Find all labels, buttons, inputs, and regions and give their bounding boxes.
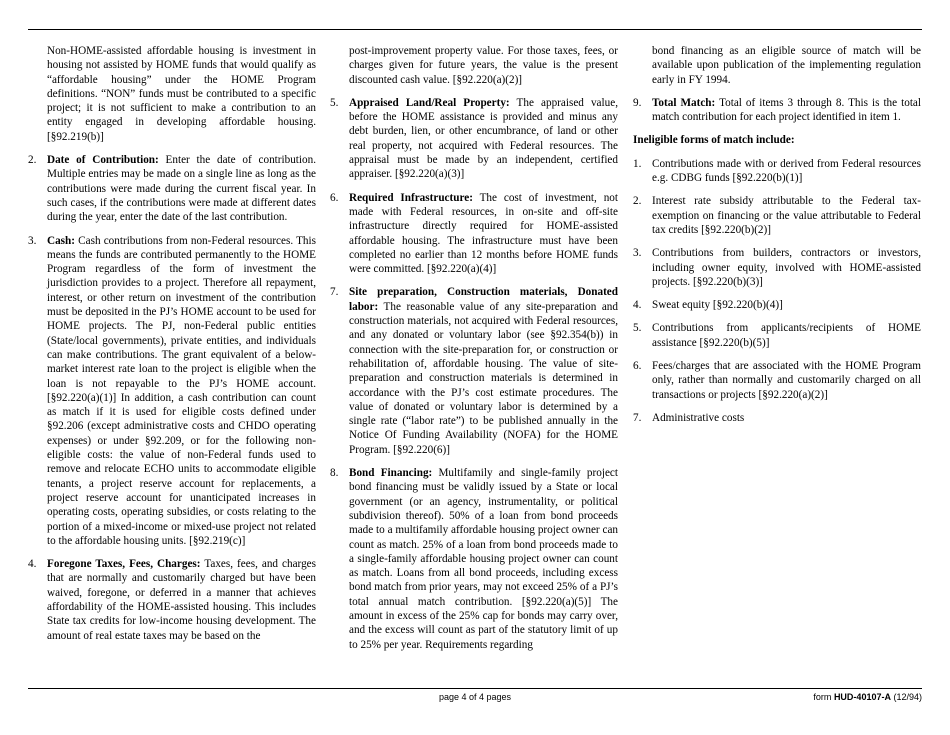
form-number: HUD-40107-A: [833, 692, 891, 702]
list-item: 7. Site preparation, Construction materials, Donated labor: The reasonable value of any site-preparation and construction materials, not acquired with Federal resources, and any donated or voluntary labor (see §92.354(b)) in connection with the site-preparation for, or construction or rehabilitation of, affordable housing. The value of site-preparation and construction materials is determined in accordance with the PJ’s cost estimate procedures. The value of donated or voluntary labor is determined by a single rate (“labor rate”) to be published annually in the Notice Of Funding Availability (NOFA) for the HOME Program. [§92.220(6)]: [330, 286, 618, 456]
item-title: Site preparation, Construction materials, Donated labor:: [349, 286, 618, 313]
list-item: 6. Required Infrastructure: The cost of investment, not made with Federal resources, in on-site and off-site infrastructure directly required for HOME-assisted affordable housing. The infrastructure must have been completed no earlier than 12 months before HOME funds were committed. [§92.220(a)(4)]: [330, 191, 619, 276]
column-2: [330, 44, 618, 661]
item-text: Administrative costs: [652, 411, 745, 424]
item-title: Appraised Land/Real Property:: [349, 96, 510, 109]
item-text: The cost of investment, not made with Federal resources, in on-site and off-site infrastructure directly required for HOME-assisted affordable housing. The infrastructure must have been completed no earlier than 12 months before HOME funds were committed. [§92.220(a)(4)]: [349, 191, 619, 276]
form-date: (12/94): [890, 692, 922, 702]
list-item: 1. Contributions made with or derived from Federal resources e.g. CDBG funds [§92.220(b)(1)]: [633, 157, 921, 185]
list-item: 2. Interest rate subsidy attributable to the Federal tax-exemption on financing or the value attributable to Federal tax credits [§92.220(b)(2)]: [633, 195, 921, 236]
bottom-rule: [28, 688, 922, 689]
item-text: Enter the date of contribution. Multiple entries may be made on a single line as long as the contributions were made during the current fiscal year. In such cases, if the contributions were made at different dates during the year, enter the date of the last contribution.: [47, 154, 316, 224]
column-1: [28, 44, 316, 652]
list-item: 8. Bond Financing: Multifamily and single-family project bond financing must be validly issued by a State or local government (or an agency, instrumentality, or political subdivision thereof). 50% of a loan from bond proceeds made to a multifamily affordable housing project owner can count as match. 25% of a loan from bond proceeds made to a single-family affordable housing project owner can count as match. Loans from all bond proceeds, including excess bond match from prior years, may not exceed 25% of a PJ’s total annual match contribution. [§92.220(a)(5)] The amount in excess of the 25% cap for bonds may carry over, and the excess will count as part of the statutory limit of up to 25% per year. Requirements regarding: [330, 467, 618, 651]
item-text: Cash contributions from non-Federal resources. This means the funds are contributed permanently to the HOME Program regardless of the form of investment the jurisdiction provides to a project. Therefore all repayment, interest, or other return on investment of the contribution must be deposited in the PJ’s HOME account to be used for HOME projects. The PJ, non-Federal public entities (State/local governments), private entities, and individuals can make contributions. The grant equivalent of a below-market interest rate loan to the project is eligible when the loan is not repayable to the PJ’s HOME account. [§92.220(a)(1)] In addition, a cash contribution can count as match if it is used for eligible costs defined under §92.206 (except administrative costs and CHDO operating expenses) or under §92.209, or for the following non-eligible costs: the value of non-Federal funds used to remove and relocate ECHO units to accommodate eligible tenants, a project reserve account for replacements, a project reserve account for unanticipated increases in operating costs, operating subsidies, or costs relating to the portion of a mixed-income or mixed-use project not related to the affordable housing units. [§92.219(c)]: [47, 234, 316, 547]
item-title: Required Infrastructure:: [349, 191, 473, 204]
item-title: Total Match:: [652, 96, 716, 109]
column-3: [633, 44, 921, 434]
top-rule: [28, 29, 922, 30]
list-item: 6. Fees/charges that are associated with the HOME Program only, rather than normally and customarily charged on all transactions or projects [§92.220(a)(2)]: [633, 360, 921, 401]
list-item: 3. Contributions from builders, contractors or investors, including owner equity, involved with HOME-assisted projects. [§92.220(b)(3)]: [633, 247, 921, 288]
col2-continuation: post-improvement property value. For those taxes, fees, or charges given for future years, the value is the present discounted cash value. [§92.220(a)(2)]: [349, 45, 618, 86]
item-text: The reasonable value of any site-preparation and construction materials, not acquired with Federal resources, and any donated or voluntary labor (see §92.354(b)) in connection with the site-preparation for, or construction or rehabilitation of, affordable housing. The value of site-preparation and construction materials is determined in accordance with the PJ’s cost estimate procedures. The value of donated or voluntary labor is determined by a single rate (“labor rate”) to be published annually in the Notice Of Funding Availability (NOFA) for the HOME Program. [§92.220(6)]: [349, 300, 618, 456]
item-text: Taxes, fees, and charges that are normally and customarily charged but have been waived, foregone, or deferred in a manner that achieves affordability of the HOME-assisted housing. This includes State tax credits for low-income housing development. The amount of real estate taxes may be based on the: [47, 558, 316, 642]
item-text: Contributions from builders, contractors or investors, including owner equity, involved with HOME-assisted projects. [§92.220(b)(3)]: [652, 247, 921, 288]
item-text: Contributions made with or derived from Federal resources e.g. CDBG funds [§92.220(b)(1)]: [652, 157, 921, 185]
list-item: 9. Total Match: Total of items 3 through 8. This is the total match contribution for each project identified in item 1.: [633, 96, 922, 124]
item-title: Foregone Taxes, Fees, Charges:: [47, 558, 201, 571]
list-item: 5. Contributions from applicants/recipients of HOME assistance [§92.220(b)(5)]: [633, 322, 921, 349]
item-title: Cash:: [47, 234, 75, 247]
list-item: 7. Administrative costs: [633, 411, 921, 425]
item-text: The appraised value, before the HOME assistance is provided and minus any debt burden, lien, or other encumbrance, of land or other real property, not acquired with Federal resources. The appraisal must be made by an independent, certified appraiser. [§92.220(a)(3)]: [349, 96, 618, 181]
list-item: 5. Appraised Land/Real Property: The appraised value, before the HOME assistance is provided and minus any debt burden, lien, or other encumbrance, of land or other real property, not acquired with Federal resources. The appraisal must be made by an independent, certified appraiser. [§92.220(a)(3)]: [330, 96, 618, 181]
list-item: 4. Sweat equity [§92.220(b)(4)]: [633, 298, 921, 312]
item-text: Multifamily and single-family project bond financing must be validly issued by a State or local government (or an agency, instrumentality, or political subdivision thereof). 50% of a loan from bond proceeds made to a multifamily affordable housing project owner can count as match. 25% of a loan from bond proceeds made to a single-family affordable housing project owner can count as match. Loans from all bond proceeds, including excess bond match from prior years, may not exceed 25% of a PJ’s total annual match contribution. [§92.220(a)(5)] The amount in excess of the 25% cap for bonds may carry over, and the excess will count as part of the statutory limit of up to 25% per year. Requirements regarding: [349, 467, 618, 651]
form-id: form HUD-40107-A (12/94): [813, 692, 922, 702]
item-text: Sweat equity [§92.220(b)(4)]: [652, 299, 783, 312]
list-item: 3. Cash: Cash contributions from non-Federal resources. This means the funds are contributed permanently to the HOME Program regardless of the form of investment the jurisdiction provides to a project. Therefore all repayment, interest, or other return on investment of the contribution must be deposited in the PJ’s HOME account to be used for HOME projects. The PJ, non-Federal public entities (State/local governments), private entities, and individuals can make contributions. The grant equivalent of a below-market interest rate loan to the project is eligible when the loan is not repayable to the PJ’s HOME account. [§92.220(a)(1)] In addition, a cash contribution can count as match if it is used for eligible costs defined under §92.206 (except administrative costs and CHDO operating expenses) or under §92.209, or for the following non-eligible costs: the value of non-Federal funds used to remove and relocate ECHO units to accommodate eligible tenants, a project reserve account for replacements, a project reserve account for unanticipated increases in operating costs, operating subsidies, or costs relating to the portion of a mixed-income or mixed-use project not related to the affordable housing units. [§92.219(c)]: [28, 234, 316, 547]
item-text: Contributions from applicants/recipients of HOME assistance [§92.220(b)(5)]: [652, 322, 921, 349]
page-number: page 4 of 4 pages: [438, 692, 512, 702]
item-title: Date of Contribution:: [47, 154, 159, 167]
item-text: Interest rate subsidy attributable to the Federal tax-exemption on financing or the value attributable to Federal tax credits [§92.220(b)(2)]: [652, 195, 921, 236]
item-text: Fees/charges that are associated with the HOME Program only, rather than normally and customarily charged on all transactions or projects [§92.220(a)(2)]: [652, 360, 921, 401]
item-title: Bond Financing:: [349, 467, 433, 480]
list-item: 4. Foregone Taxes, Fees, Charges: Taxes, fees, and charges that are normally and customarily charged but have been waived, foregone, or deferred in a manner that achieves affordability of the HOME-assisted housing. This includes State tax credits for low-income housing development. The amount of real estate taxes may be based on the: [28, 558, 316, 642]
col3-continuation: bond financing as an eligible source of match will be available upon publication of the implementing regulation early in FY 1994.: [652, 45, 921, 86]
item-text: Total of items 3 through 8. This is the total match contribution for each project identified in item 1.: [652, 96, 922, 124]
ineligible-heading: Ineligible forms of match include:: [633, 134, 795, 147]
list-item: 2. Date of Contribution: Enter the date of contribution. Multiple entries may be made on a single line as long as the contributions were made during the current fiscal year. In such cases, if the contributions were made at different dates during the year, enter the date of the last contribution.: [28, 154, 316, 224]
col1-intro: Non-HOME-assisted affordable housing is investment in housing not assisted by HOME funds that would qualify as “affordable housing” under the HOME Program definitions. “NON” funds must be contributed to a specific project; it is not sufficient to make a contribution to an entity engaged in developing affordable housing. [§92.219(b)]: [47, 45, 316, 143]
